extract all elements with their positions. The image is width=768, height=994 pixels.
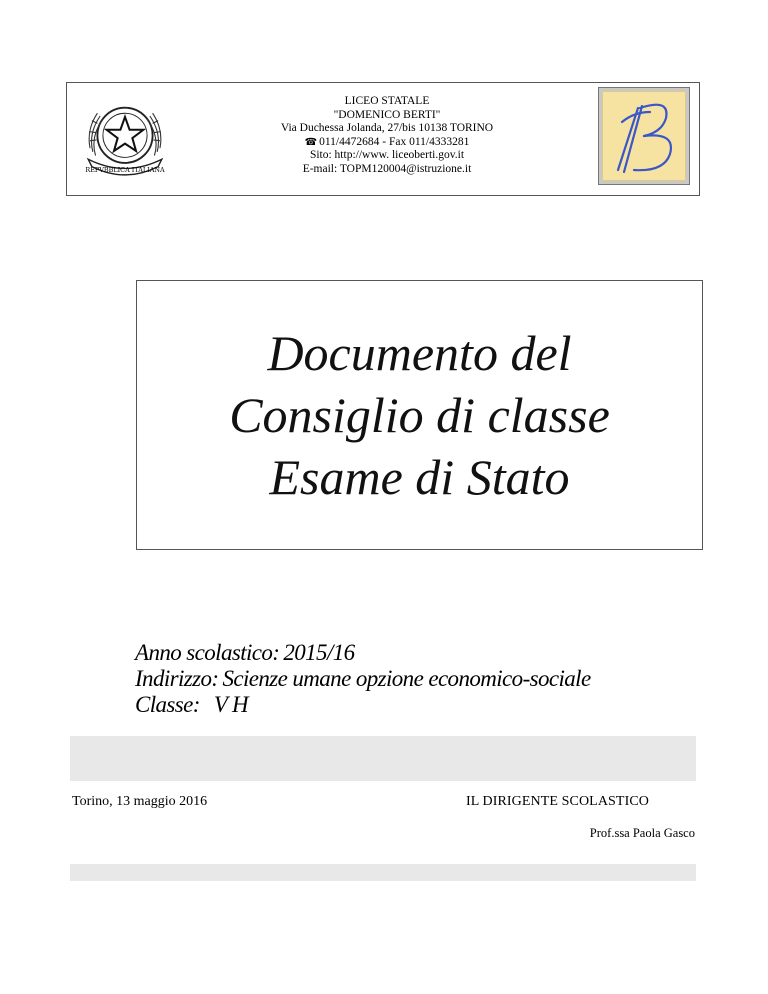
class [135,692,591,718]
school-name: "DOMENICO BERTI" [333,108,441,121]
title-line-2: Consiglio di classe [229,387,610,443]
principal-role: IL DIRIGENTE SCOLASTICO [466,794,649,809]
db-monogram-icon [603,92,685,180]
website-link[interactable]: Sito: http://www. liceoberti.gov.it [309,149,465,162]
document-title-box [136,280,703,550]
school-type: LICEO STATALE [344,95,430,107]
place-date: Torino, 13 maggio 2016 [72,794,208,809]
track-value: Scienze umane opzione economico-sociale [222,666,591,691]
title-line-3: Esame di Stato [269,449,570,505]
republic-emblem-icon [79,93,171,185]
phone-fax: 011/4472684 - Fax 011/4333281 [319,135,470,148]
letterhead [66,82,700,196]
class-info [135,640,591,718]
school-logo [598,87,690,185]
school-year-label: Anno scolastico: [135,640,280,665]
school-info [247,95,527,177]
track-label: Indirizzo: [135,666,219,691]
class-label: Classe: [135,692,200,717]
email-link[interactable]: E-mail: TOPM120004@istruzione.it [302,162,472,175]
school-year-value: 2015/16 [283,640,355,665]
phone-line [247,136,527,150]
principal-name: Prof.ssa Paola Gasco [589,826,695,840]
track [135,666,591,692]
separator-band [70,736,696,781]
class-value: V H [213,692,249,717]
title-line-1: Documento del [267,325,572,381]
school-year [135,640,591,666]
school-address: Via Duchessa Jolanda, 27/bis 10138 TORINO [280,122,494,135]
footer-band [70,864,696,881]
emblem-lettering: REPVBBLICA ITALIANA [85,166,165,175]
telephone-icon: ☎ [304,136,318,148]
